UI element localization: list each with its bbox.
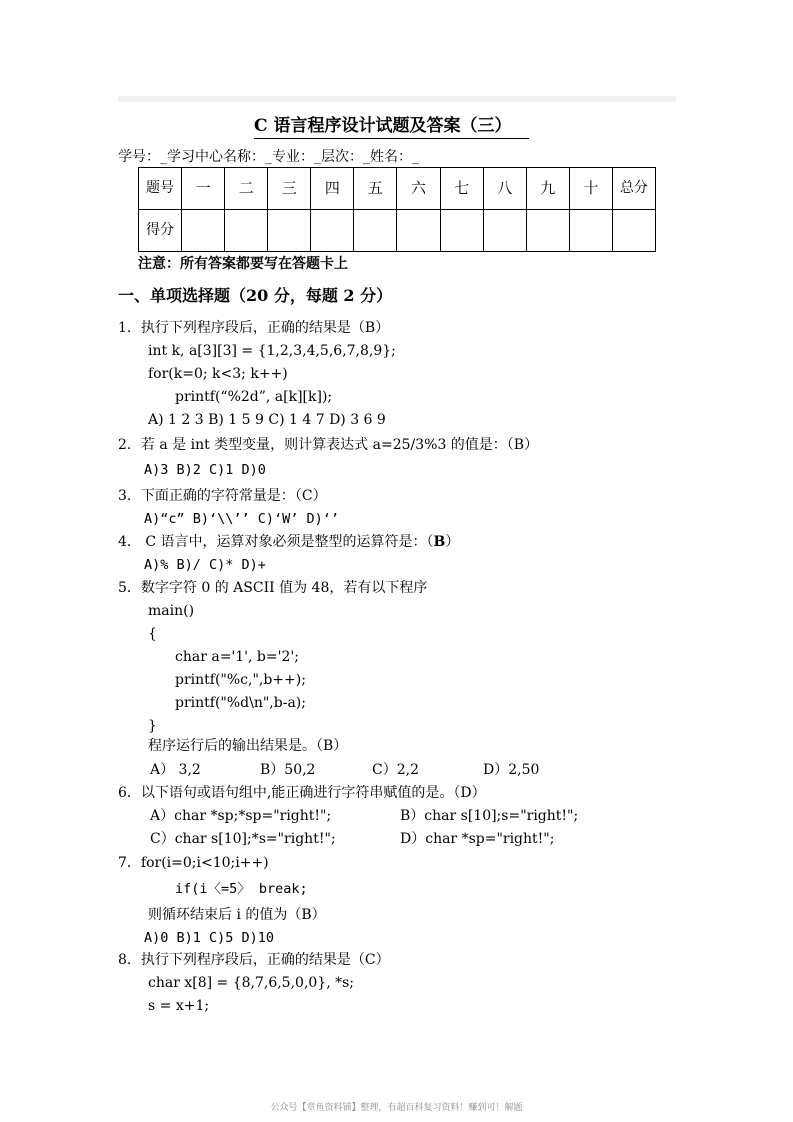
score-input-cell [440, 210, 483, 252]
question-stem: 5．数字字符 0 的 ASCII 值为 48，若有以下程序 [118, 580, 428, 596]
question-stem-text: ） [445, 534, 460, 550]
score-cell: 二 [225, 168, 268, 210]
code-line: char x[8] = {8,7,6,5,0,0}, *s; [148, 975, 355, 991]
score-input-cell [354, 210, 397, 252]
code-line: for(k=0; k<3; k++) [148, 366, 288, 382]
question-stem: 1．执行下列程序段后，正确的结果是（B） [118, 320, 390, 336]
score-input-cell [397, 210, 440, 252]
section-heading: 一、单项选择题（20 分，每题 2 分） [118, 286, 393, 305]
code-line: printf(“%2d”, a[k][k]); [175, 389, 333, 405]
options-line: A)“c” B)‘\\’’ C)‘W’ D)‘’ [144, 511, 340, 527]
option-item: B）50,2 [260, 762, 316, 778]
question-stem: 3．下面正确的字符常量是：（C） [118, 488, 327, 504]
header-rule [118, 96, 676, 102]
question-stem: 6．以下语句或语句组中,能正确进行字符串赋值的是。（D） [118, 785, 486, 801]
score-input-cell [182, 210, 225, 252]
footer-watermark: 公众号【章鱼资料铺】整理，有超百科复习资料！赚到可！解题 [270, 1103, 523, 1113]
option-item: A）char *sp;*sp="right!"; [150, 808, 332, 824]
code-line: } [148, 718, 157, 734]
options-line: A)0 B)1 C)5 D)10 [144, 930, 275, 946]
result-line: 程序运行后的输出结果是。（B） [148, 738, 348, 754]
score-input-cell [311, 210, 354, 252]
code-line: printf("%c,",b++); [175, 672, 306, 688]
option-item: C）2,2 [372, 762, 419, 778]
score-cell: 四 [311, 168, 354, 210]
code-line: { [148, 626, 157, 642]
code-line: char a='1', b='2'; [175, 649, 299, 665]
score-cell: 总分 [612, 168, 655, 210]
question-stem: 8．执行下列程序段后，正确的结果是（C） [118, 952, 390, 968]
score-cell: 八 [483, 168, 526, 210]
score-cell: 六 [397, 168, 440, 210]
options-line: A) 1 2 3 B) 1 5 9 C) 1 4 7 D) 3 6 9 [148, 412, 386, 428]
code-line: int k, a[3][3] = {1,2,3,4,5,6,7,8,9}; [148, 343, 396, 359]
score-cell: 三 [268, 168, 311, 210]
score-cell: 五 [354, 168, 397, 210]
score-input-cell [268, 210, 311, 252]
score-input-cell [526, 210, 569, 252]
score-table [138, 167, 656, 252]
question-stem: 2．若 a 是 int 类型变量，则计算表达式 a=25/3%3 的值是：（B） [118, 437, 539, 453]
code-line: main() [148, 603, 195, 619]
result-line: 则循环结束后 i 的值为（B） [148, 907, 326, 923]
question-stem [118, 532, 459, 552]
score-cell: 七 [440, 168, 483, 210]
answer-letter: B [433, 534, 446, 550]
page-title: C 语言程序设计试题及答案（三） [254, 114, 529, 139]
question-stem: 7．for(i=0;i<10;i++) [118, 855, 269, 871]
score-cell: 九 [526, 168, 569, 210]
score-table-header-row [139, 168, 656, 210]
option-item: C）char s[10];*s="right!"; [150, 831, 336, 847]
notice-text: 注意：所有答案都要写在答题卡上 [138, 256, 348, 272]
code-line: s = x+1; [148, 998, 210, 1014]
score-cell: 题号 [139, 168, 182, 210]
options-line: A)% B)/ C)* D)+ [144, 557, 266, 573]
score-table-score-row [139, 210, 656, 252]
score-input-cell [612, 210, 655, 252]
score-input-cell [483, 210, 526, 252]
score-cell: 一 [182, 168, 225, 210]
score-input-cell [569, 210, 612, 252]
option-item: D）2,50 [483, 762, 540, 778]
question-stem-text: 4． C 语言中，运算对象必须是整型的运算符是：（ [118, 534, 434, 550]
code-line: printf("%d\n",b-a); [175, 695, 306, 711]
option-item: B）char s[10];s="right!"; [400, 808, 579, 824]
code-line: if(i〈=5〉 break; [175, 881, 308, 897]
score-input-cell [225, 210, 268, 252]
options-line: A)3 B)2 C)1 D)0 [144, 462, 266, 478]
student-info-line: 学号：_学习中心名称：_专业：_层次：_姓名：_ [118, 149, 419, 165]
score-cell: 得分 [139, 210, 182, 252]
score-cell: 十 [569, 168, 612, 210]
option-item: D）char *sp="right!"; [400, 831, 555, 847]
option-item: A） 3,2 [150, 762, 201, 778]
